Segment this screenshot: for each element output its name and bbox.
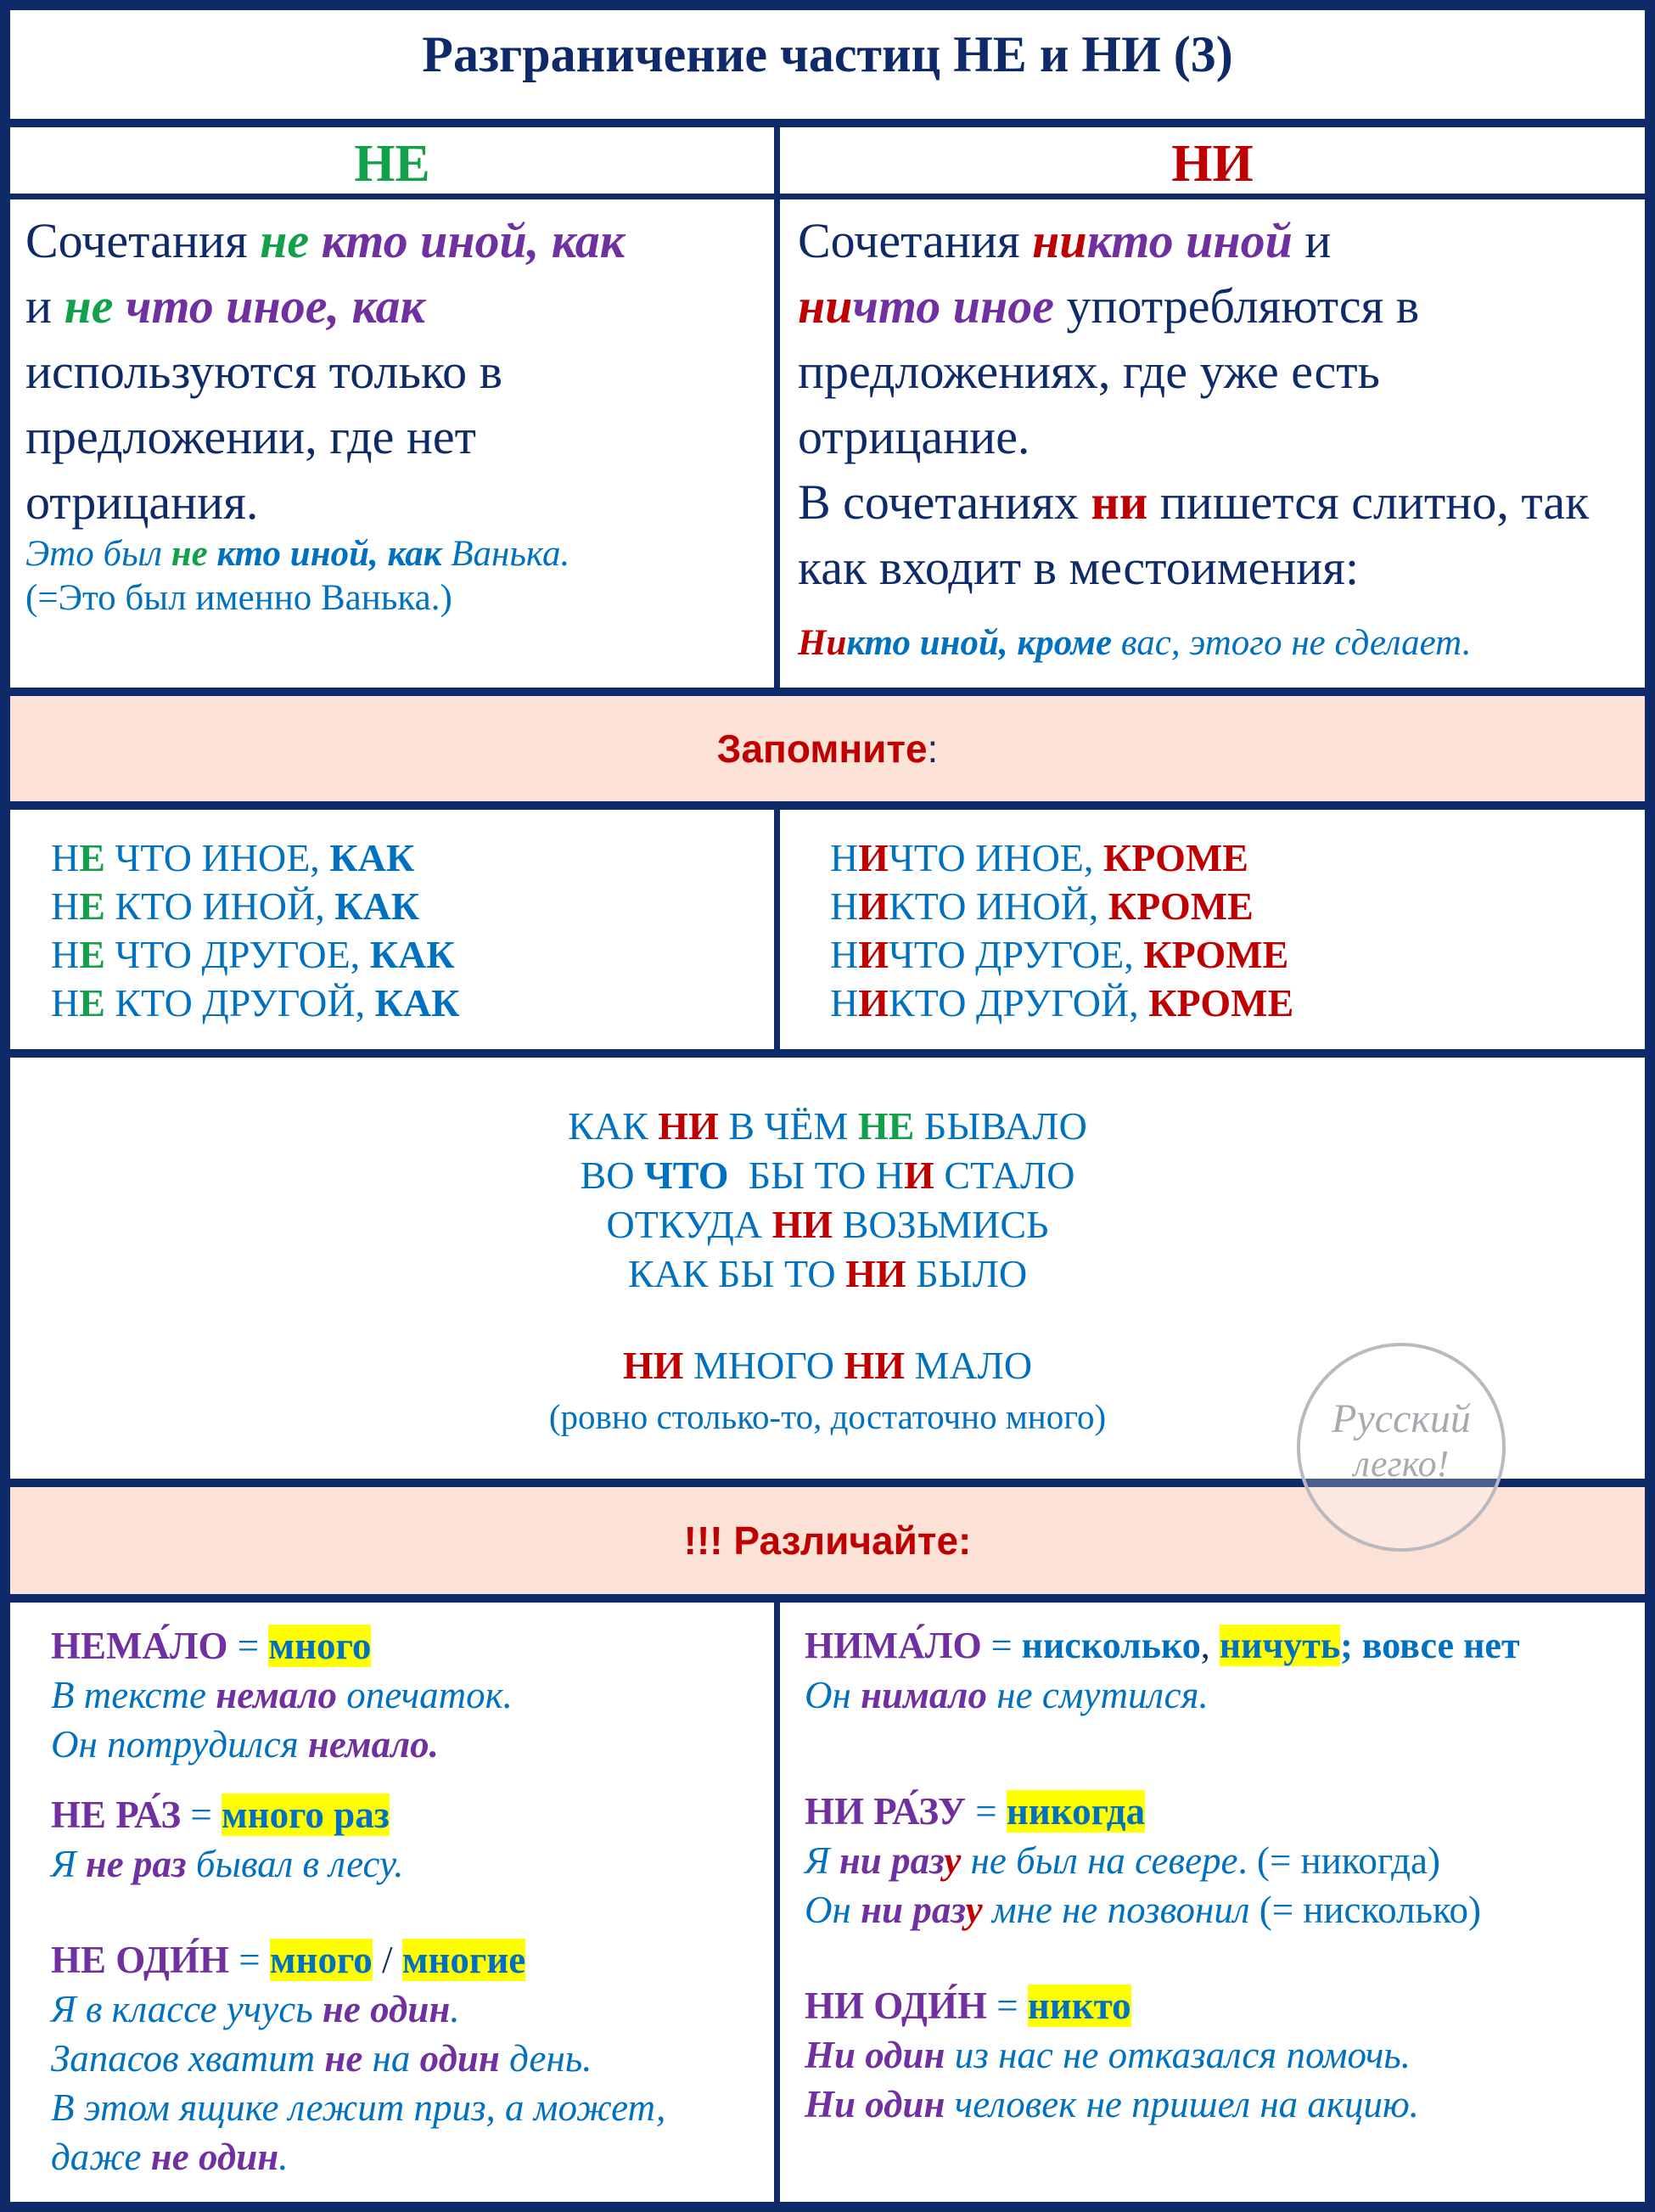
keyword: немало. <box>307 1723 439 1766</box>
entry-nimalo <box>805 1621 1641 1720</box>
keyword: немало <box>216 1674 338 1716</box>
text: БЫВАЛО <box>914 1104 1087 1148</box>
ne-rule <box>25 208 764 535</box>
entry-niraz <box>805 1787 1641 1934</box>
text: В тексте <box>51 1674 216 1716</box>
text: Это был <box>25 534 171 574</box>
letter: Е <box>79 981 105 1025</box>
letter: И <box>858 884 889 928</box>
text: Ванька. <box>441 534 570 574</box>
letter: И <box>858 933 889 976</box>
label: Запомните <box>716 727 928 771</box>
equals: = <box>229 1939 270 1981</box>
keyword: раз <box>912 1889 966 1931</box>
text: на <box>362 2037 420 2080</box>
letter: Н <box>830 836 859 879</box>
keyword: раз <box>891 1839 945 1882</box>
equals: = <box>227 1625 269 1667</box>
text: Сочетания <box>798 213 1033 268</box>
text: ЧТО ДРУГОЕ, <box>889 933 1144 976</box>
equals: = <box>966 1790 1007 1833</box>
example-line: В этом ящике лежит приз, а может, <box>51 2086 666 2129</box>
text: ОТКУДА <box>606 1203 772 1246</box>
text: из нас не отказался помочь. <box>945 2034 1411 2076</box>
text: Он <box>805 1889 861 1931</box>
particle-ni: ни <box>798 278 853 334</box>
letter: Н <box>830 933 859 976</box>
text: употребляются в предложениях, где уже есть отрицание. <box>798 278 1420 464</box>
particle-ni: Ни <box>798 623 847 663</box>
particle-ne: не <box>171 534 208 574</box>
column-divider <box>774 806 780 1053</box>
text: ЧТО ИНОЕ, <box>889 836 1103 879</box>
divider <box>0 1049 1655 1058</box>
idiom <box>10 1151 1645 1200</box>
keyword: ЧТО <box>643 1154 729 1197</box>
text: ЧТО ДРУГОЕ, <box>104 933 370 976</box>
phrase: что иное <box>852 278 1054 334</box>
entry-niodin <box>805 1981 1641 2129</box>
text: Он <box>805 1674 861 1716</box>
keyword: не раз <box>85 1843 187 1885</box>
divider <box>0 1594 1655 1603</box>
idiom <box>10 1200 1645 1249</box>
letter: Н <box>51 836 80 879</box>
particle-ne: не <box>260 213 310 268</box>
list-item <box>830 979 1293 1027</box>
note: . (= никогда) <box>1237 1839 1440 1882</box>
letter: И <box>904 1154 934 1197</box>
text: КТО ИНОЙ, <box>104 884 335 928</box>
column-header-ne: НЕ <box>354 135 430 193</box>
meaning: много <box>269 1939 373 1981</box>
comma: , <box>1200 1625 1220 1666</box>
particle-ne: не <box>64 278 114 334</box>
ending: у <box>965 1889 983 1931</box>
keyword: КАК <box>329 836 415 879</box>
distinguish-label: !!! Различайте: <box>683 1519 972 1563</box>
slash: / <box>372 1939 402 1981</box>
text: Я <box>805 1839 839 1882</box>
text: Я <box>51 1843 86 1885</box>
letter: Н <box>51 981 80 1025</box>
phrase: кто иной, как <box>207 534 442 574</box>
ne-example <box>25 532 764 620</box>
entry-neraz <box>51 1790 764 1889</box>
example-note: (=Это был именно Ванька.) <box>25 578 452 618</box>
equals: = <box>181 1794 222 1836</box>
text: ВО <box>580 1154 644 1197</box>
text: В сочетаниях <box>798 474 1091 530</box>
rule-text: используются только в предложении, где нет отрицания. <box>25 344 503 530</box>
page-title: Разграничение частиц НЕ и НИ (3) <box>422 26 1233 82</box>
phrase: кто иной <box>1086 213 1293 268</box>
text: опечаток. <box>337 1674 513 1716</box>
particle-ni: НИ <box>622 1344 684 1387</box>
headword: НИ РА́ЗУ <box>805 1790 967 1833</box>
text: Я в классе учусь <box>51 1988 323 2030</box>
list-item <box>51 979 460 1027</box>
text: СТАЛО <box>934 1154 1075 1197</box>
ni-rule <box>798 208 1638 600</box>
text: ВОЗЬМИСЬ <box>833 1203 1049 1246</box>
ni-list <box>830 834 1293 1027</box>
list-item <box>830 834 1293 882</box>
remember-label <box>10 726 1645 772</box>
watermark-line2: легко! <box>1353 1443 1450 1485</box>
text: МАЛО <box>905 1344 1033 1387</box>
note: (= нисколько) <box>1249 1889 1482 1931</box>
column-header-ni: НИ <box>1171 135 1254 193</box>
text: БЫ ТО Н <box>728 1154 905 1197</box>
text: ЧТО ИНОЕ, <box>104 836 330 879</box>
idiom <box>10 1102 1645 1151</box>
letter: Н <box>51 884 80 928</box>
text: . <box>278 2136 289 2178</box>
keyword: Ни один <box>805 2034 945 2076</box>
particle-ni: ни <box>1091 474 1148 530</box>
meaning: много <box>268 1625 372 1667</box>
particle-ni: НИ <box>845 1252 906 1295</box>
keyword: КРОМЕ <box>1102 836 1248 879</box>
letter: Е <box>79 933 105 976</box>
keyword: не один <box>150 2136 279 2178</box>
text: Запасов хватит <box>51 2037 325 2080</box>
keyword: КРОМЕ <box>1148 981 1294 1025</box>
meaning: никогда <box>1006 1790 1146 1833</box>
keyword: не один <box>322 1988 451 2030</box>
headword: НЕМА́ЛО <box>51 1625 228 1667</box>
divider <box>0 801 1655 810</box>
text: КТО ДРУГОЙ, <box>889 981 1149 1025</box>
meaning: многие <box>401 1939 526 1981</box>
list-item <box>51 834 460 882</box>
headword: НЕ ОДИ́Н <box>51 1939 229 1981</box>
equals: = <box>986 1985 1028 2027</box>
ni-example <box>798 621 1638 665</box>
entry-neodin <box>51 1935 764 2181</box>
keyword: ни <box>861 1889 913 1931</box>
letter: Н <box>51 933 80 976</box>
text: человек не пришел на акцию. <box>945 2083 1419 2125</box>
headword: НИМА́ЛО <box>805 1625 982 1666</box>
text: МНОГО <box>683 1344 844 1387</box>
text: КТО ДРУГОЙ, <box>104 981 375 1025</box>
text: не был на севере <box>961 1839 1238 1882</box>
text: и <box>1292 213 1332 268</box>
column-divider <box>774 1599 780 2206</box>
phrase: что иное, как <box>113 278 425 334</box>
letter: Е <box>79 836 105 879</box>
phrase: кто иной, как <box>309 213 626 268</box>
list-item <box>51 930 460 979</box>
particle-ni: ни <box>1032 213 1087 268</box>
ne-list <box>51 834 460 1027</box>
text: Он потрудился <box>51 1723 308 1766</box>
keyword: КРОМЕ <box>1143 933 1289 976</box>
text: Сочетания <box>25 213 261 268</box>
text: В ЧЁМ <box>718 1104 858 1148</box>
letter: Н <box>830 981 859 1025</box>
meaning: ничуть <box>1219 1625 1341 1666</box>
text: вас, этого не сделает. <box>1112 623 1472 663</box>
idiom <box>10 1249 1645 1299</box>
colon: : <box>927 727 939 771</box>
text: и <box>25 278 65 334</box>
keyword: ни <box>839 1839 892 1882</box>
text: бывал в лесу. <box>186 1843 404 1885</box>
text: КАК БЫ ТО <box>627 1252 846 1295</box>
column-divider <box>774 123 780 692</box>
particle-ni: НИ <box>844 1344 906 1387</box>
meaning: никто <box>1027 1985 1131 2027</box>
text: даже <box>51 2136 151 2178</box>
text: БЫЛО <box>906 1252 1028 1295</box>
meaning: нисколько <box>1021 1625 1201 1666</box>
keyword: нимало <box>861 1674 988 1716</box>
list-item <box>51 882 460 930</box>
text: . <box>450 1988 460 2030</box>
idioms <box>10 1102 1645 1299</box>
text: пишется слитно, так как входит в местоимения: <box>798 474 1590 595</box>
letter: Н <box>830 884 859 928</box>
divider <box>0 119 1655 127</box>
divider <box>0 194 1655 199</box>
letter: И <box>858 836 889 879</box>
list-item <box>830 882 1293 930</box>
keyword: КАК <box>374 981 460 1025</box>
particle-ni: НИ <box>771 1203 833 1246</box>
entry-nemalo <box>51 1621 764 1769</box>
phrase: кто иной, кроме <box>846 623 1113 663</box>
keyword: КАК <box>369 933 455 976</box>
letter: Е <box>79 884 105 928</box>
meaning: ; вовсе нет <box>1340 1625 1520 1666</box>
list-item <box>830 930 1293 979</box>
text: КТО ИНОЙ, <box>889 884 1108 928</box>
text: мне не позвонил <box>982 1889 1250 1931</box>
keyword: КРОМЕ <box>1108 884 1254 928</box>
divider <box>0 688 1655 696</box>
equals: = <box>981 1625 1022 1666</box>
keyword: КАК <box>334 884 420 928</box>
text: день. <box>499 2037 592 2080</box>
text: КАК <box>568 1104 659 1148</box>
meaning: много раз <box>222 1794 390 1836</box>
idiom-explanation: (ровно столько-то, достаточно много) <box>548 1397 1107 1436</box>
particle-ne: НЕ <box>857 1104 915 1148</box>
particle-ni: НИ <box>658 1104 719 1148</box>
headword: НЕ РА́З <box>51 1794 182 1836</box>
keyword: не <box>324 2037 363 2080</box>
keyword: один <box>419 2037 500 2080</box>
keyword: Ни один <box>805 2083 945 2125</box>
watermark-line1: Русский <box>1332 1396 1471 1441</box>
headword: НИ ОДИ́Н <box>805 1985 987 2027</box>
ending: у <box>944 1839 962 1882</box>
letter: И <box>858 981 889 1025</box>
text: не смутился. <box>987 1674 1209 1716</box>
